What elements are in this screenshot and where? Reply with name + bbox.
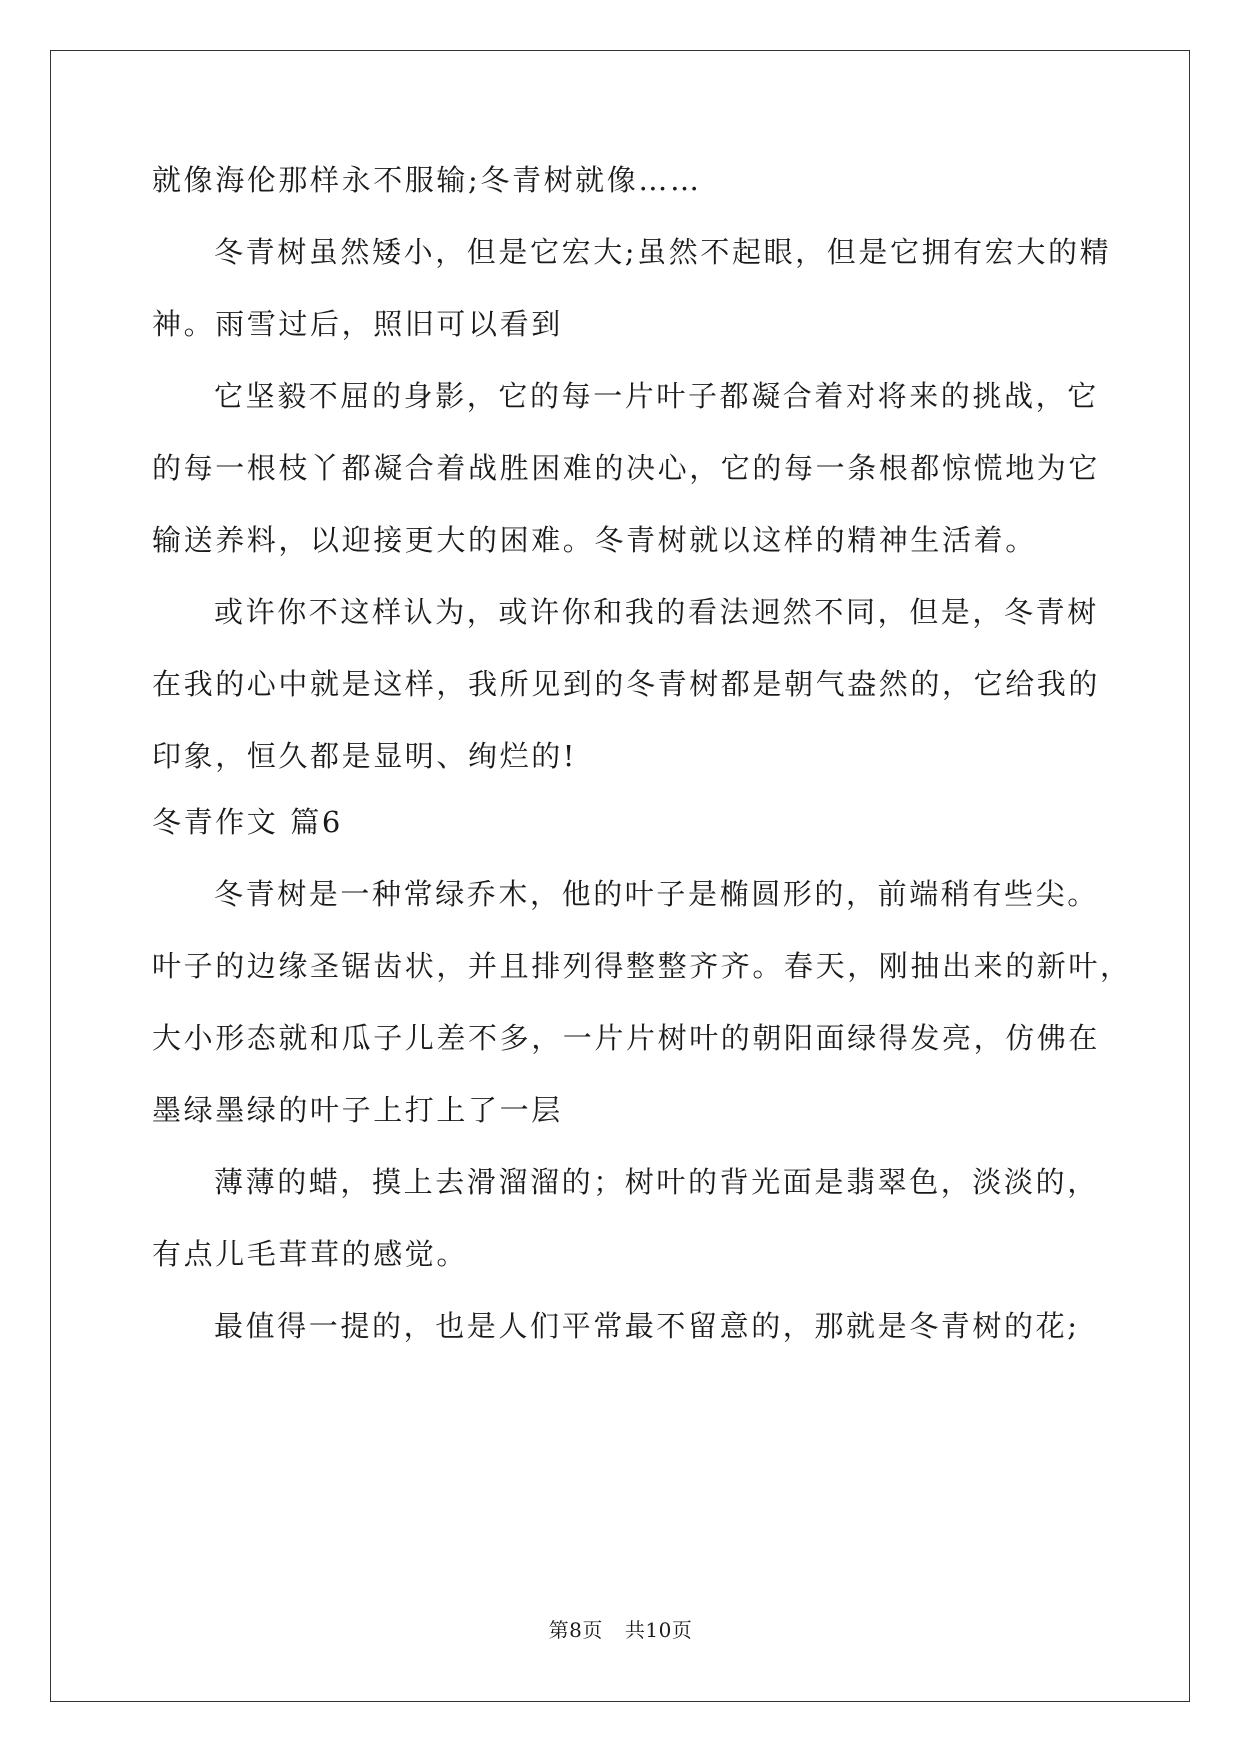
- text-line: 大小形态就和瓜子儿差不多，一片片树叶的朝阳面绿得发亮，仿佛在: [152, 1021, 1101, 1055]
- text-line: 冬青树虽然矮小，但是它宏大;虽然不起眼，但是它拥有宏大的精: [214, 235, 1112, 269]
- text-line: 叶子的边缘圣锯齿状，并且排列得整整齐齐。春天，刚抽出来的新叶，: [152, 949, 1132, 983]
- text-line: 神。雨雪过后，照旧可以看到: [152, 307, 563, 341]
- text-line: 有点儿毛茸茸的感觉。: [152, 1237, 469, 1271]
- text-line: 薄薄的蜡，摸上去滑溜溜的；树叶的背光面是翡翠色，淡淡的，: [214, 1165, 1099, 1199]
- text-line: 就像海伦那样永不服输;冬青树就像……: [152, 163, 702, 197]
- page-total: 共10页: [624, 1618, 693, 1642]
- text-line: 的每一根枝丫都凝合着战胜困难的决心，它的每一条根都惊慌地为它: [152, 451, 1101, 485]
- text-line: 墨绿墨绿的叶子上打上了一层: [152, 1093, 563, 1127]
- text-line: 它坚毅不屈的身影，它的每一片叶子都凝合着对将来的挑战，它: [214, 379, 1099, 413]
- section-heading: 冬青作文 篇6: [152, 805, 343, 839]
- text-line: 印象，恒久都是显明、绚烂的!: [152, 739, 578, 773]
- page-number: 第8页: [548, 1618, 603, 1642]
- page-footer: [0, 1614, 1241, 1643]
- text-line: 最值得一提的，也是人们平常最不留意的，那就是冬青树的花;: [214, 1309, 1080, 1343]
- text-line: 冬青树是一种常绿乔木，他的叶子是椭圆形的，前端稍有些尖。: [214, 877, 1099, 911]
- text-line: 或许你不这样认为，或许你和我的看法迥然不同，但是，冬青树: [214, 595, 1099, 629]
- text-line: 在我的心中就是这样，我所见到的冬青树都是朝气盎然的，它给我的: [152, 667, 1101, 701]
- text-line: 输送养料，以迎接更大的困难。冬青树就以这样的精神生活着。: [152, 523, 1037, 557]
